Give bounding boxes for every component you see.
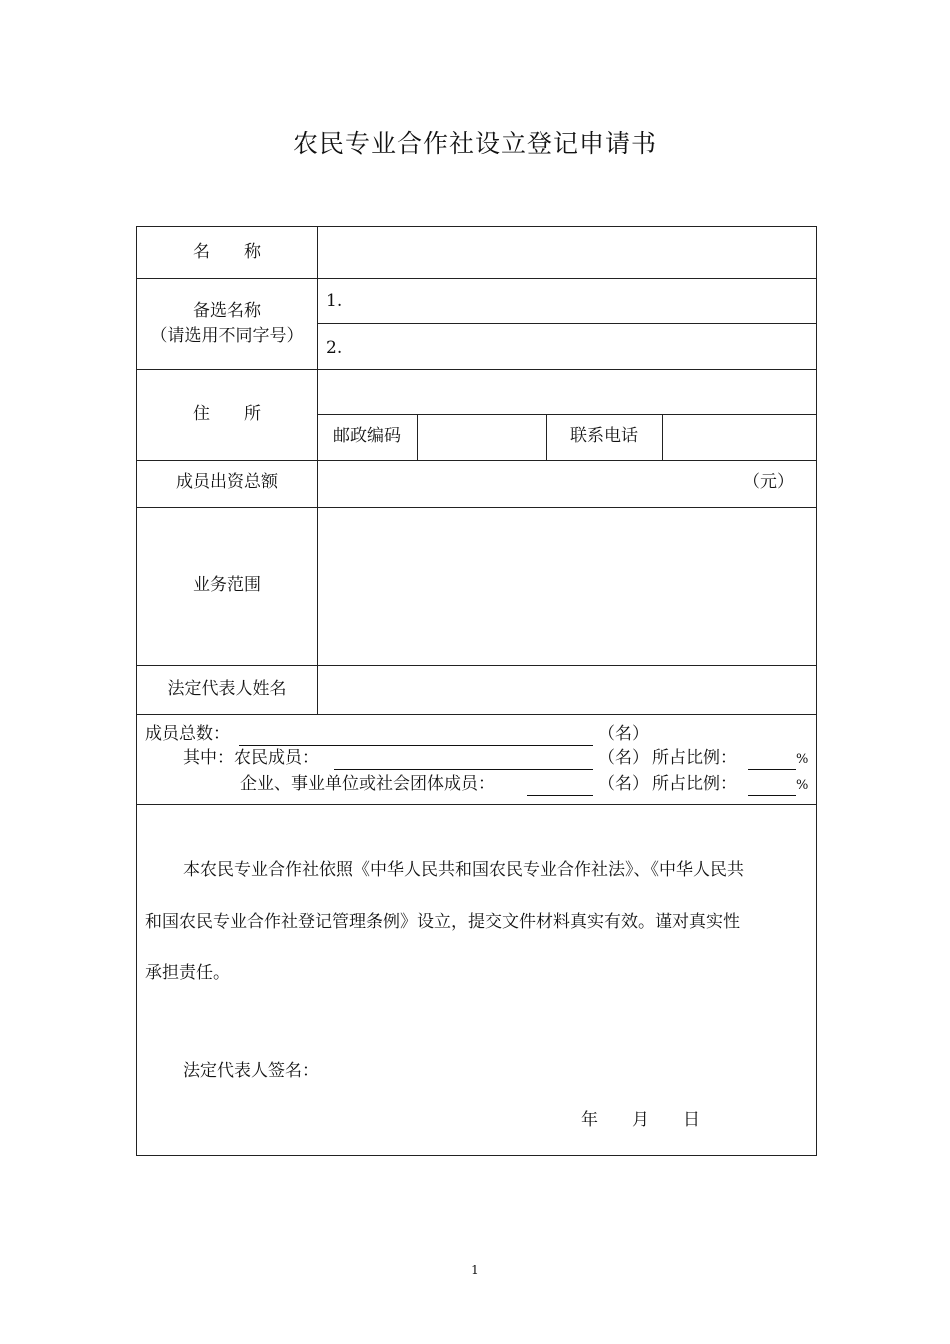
declaration-text-line2: 和国农民专业合作社登记管理条例》设立，提交文件材料真实有效。谨对真实性 [145,912,740,932]
signature-label: 法定代表人签名： [183,1061,319,1081]
row-divider [317,323,816,324]
legal-rep-label: 法定代表人姓名 [167,679,287,699]
capital-label: 成员出资总额 [176,472,278,492]
page-number: 1 [471,1263,479,1277]
row-divider [137,369,816,370]
column-divider [417,414,418,460]
declaration-text-line1: 本农民专业合作社依照《中华人民共和国农民专业合作社法》、《中华人民共 [183,860,744,880]
phone-label: 联系电话 [570,426,638,446]
row-divider [137,507,816,508]
capital-field[interactable] [319,462,729,506]
declaration-text-line3: 承担责任。 [145,963,230,983]
org-ratio-label: 所占比例： [652,774,737,794]
legal-rep-field[interactable] [319,667,815,713]
org-members-unit: （名） [598,774,649,794]
alt-name-label: 备选名称 [193,301,261,321]
farmer-ratio-blank[interactable] [748,769,796,770]
document-title: 农民专业合作社设立登记申请书 [292,129,657,158]
name-label: 名 称 [193,242,261,262]
members-total-unit: （名） [598,724,649,744]
business-scope-label: 业务范围 [193,575,261,595]
farmer-ratio-percent: % [796,752,809,767]
farmer-ratio-label: 所占比例： [652,748,737,768]
farmer-members-blank[interactable] [334,769,593,770]
farmer-members-label: 其中：农民成员： [183,748,319,768]
name-field[interactable] [319,229,815,277]
row-divider [137,714,816,715]
postal-code-label: 邮政编码 [333,426,401,446]
row-divider [317,414,816,415]
address-label: 住 所 [193,404,261,424]
business-scope-field[interactable] [319,509,815,664]
org-ratio-percent: % [796,778,809,793]
row-divider [137,278,816,279]
signature-field[interactable] [327,1049,627,1083]
phone-field[interactable] [664,416,815,459]
org-ratio-blank[interactable] [748,795,796,796]
org-members-label: 企业、事业单位或社会团体成员： [240,774,495,794]
farmer-members-unit: （名） [598,748,649,768]
org-members-blank[interactable] [527,795,593,796]
row-divider [137,804,816,805]
row-divider [137,665,816,666]
alt-name-2-field[interactable]: 2. [326,338,343,358]
capital-unit: （元） [743,472,794,492]
postal-code-field[interactable] [419,416,545,459]
alt-name-note: （请选用不同字号） [150,326,304,346]
row-divider [137,460,816,461]
column-divider [662,414,663,460]
registration-form-table [136,226,817,1156]
date-label: 年 月 日 [581,1110,700,1130]
members-total-label: 成员总数： [145,724,230,744]
address-field[interactable] [319,371,815,413]
alt-name-1-field[interactable]: 1. [326,291,343,311]
column-divider [317,227,318,714]
